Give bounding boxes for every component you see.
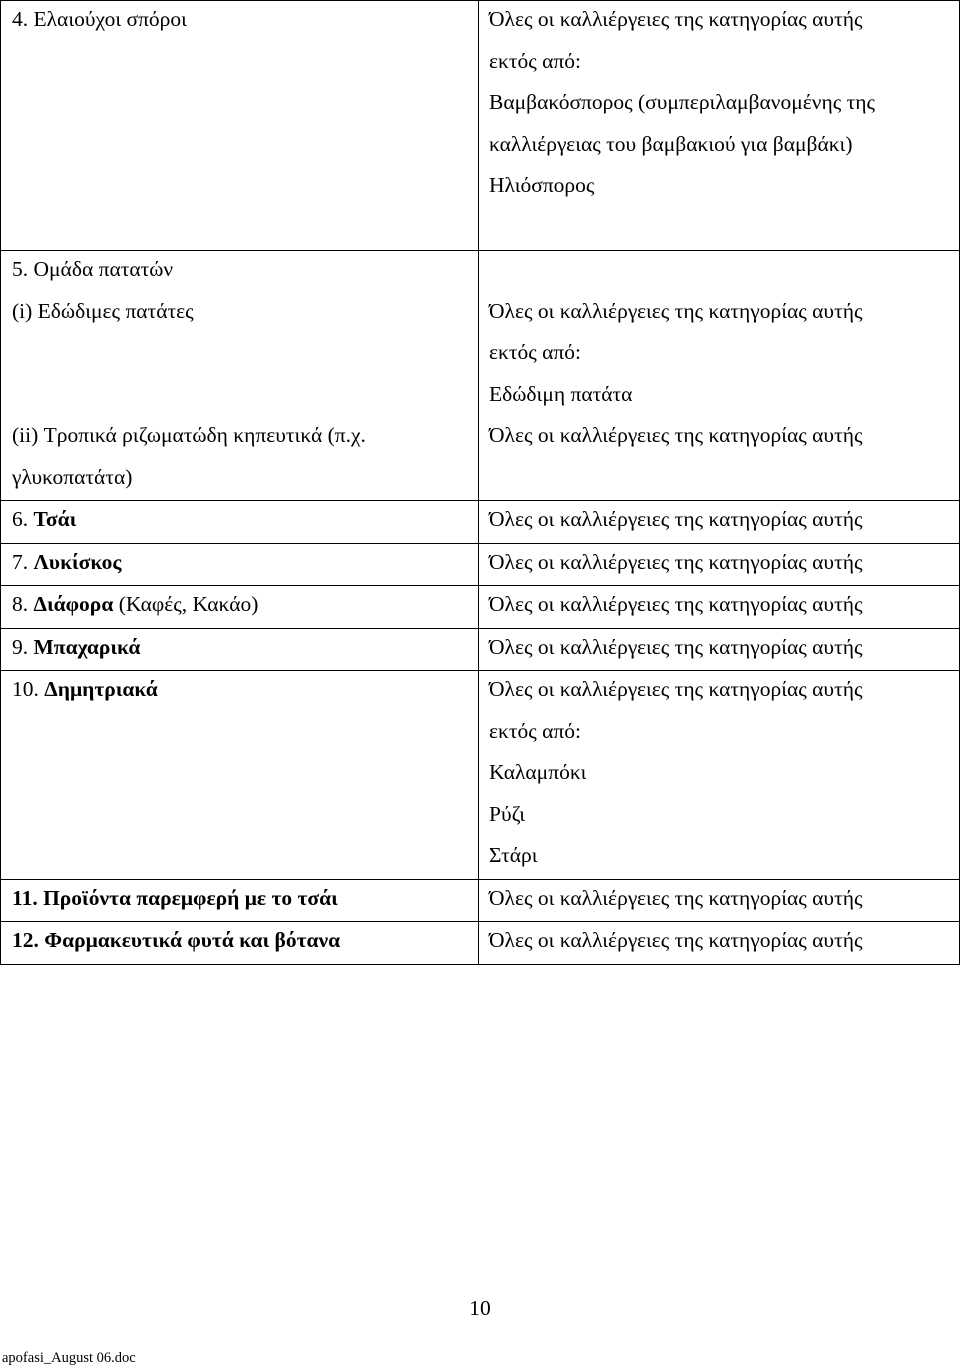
document-filename-footer: apofasi_August 06.doc bbox=[2, 1350, 136, 1366]
table-row bbox=[1, 671, 960, 880]
description-line: καλλιέργειας του βαμβακιού για βαμβάκι) bbox=[489, 131, 853, 156]
description-line: Βαμβακόσπορος (συμπεριλαμβανομένης της bbox=[489, 90, 876, 114]
table-row bbox=[1, 501, 960, 544]
description-line: Όλες οι καλλιέργειες της κατηγορίας αυτής bbox=[489, 298, 863, 323]
description-line: Στάρι bbox=[489, 843, 538, 867]
table-row bbox=[1, 543, 960, 586]
category-cell bbox=[1, 879, 479, 922]
category-number: 12. bbox=[12, 928, 39, 952]
description-line: Όλες οι καλλιέργειες της κατηγορίας αυτής bbox=[489, 423, 863, 447]
description-line: Όλες οι καλλιέργειες της κατηγορίας αυτής bbox=[489, 7, 863, 31]
description-cell bbox=[479, 671, 960, 880]
description-cell bbox=[479, 1, 960, 251]
table-row bbox=[1, 879, 960, 922]
category-cell bbox=[1, 501, 479, 544]
description-cell bbox=[479, 586, 960, 629]
category-cell bbox=[1, 1, 479, 251]
description-line: εκτός από: bbox=[489, 718, 581, 743]
category-line bbox=[1, 376, 478, 418]
description-cell bbox=[479, 501, 960, 544]
category-number: 9. bbox=[12, 634, 29, 659]
description-line: εκτός από: bbox=[489, 48, 581, 73]
category-cell bbox=[1, 671, 479, 880]
description-line: Όλες οι καλλιέργειες της κατηγορίας αυτής bbox=[489, 507, 863, 531]
description-line: εκτός από: bbox=[489, 340, 581, 364]
category-line: (ii) Τροπικά ριζωματώδη κηπευτικά (π.χ. bbox=[12, 423, 366, 447]
category-cell bbox=[1, 543, 479, 586]
description-line: Όλες οι καλλιέργειες της κατηγορίας αυτής bbox=[489, 928, 863, 952]
table-row bbox=[1, 251, 960, 501]
category-name: Διάφορα bbox=[33, 592, 114, 616]
description-cell bbox=[479, 922, 960, 965]
table-row bbox=[1, 1, 960, 251]
category-number: 7. bbox=[12, 549, 29, 574]
category-name: Προϊόντα παρεμφερή με το τσάι bbox=[43, 885, 338, 910]
description-cell bbox=[479, 543, 960, 586]
category-line: (i) Εδώδιμες πατάτες bbox=[12, 298, 194, 323]
category-name: Τσάι bbox=[33, 507, 77, 531]
description-line: Εδώδιμη πατάτα bbox=[489, 381, 633, 406]
table-row bbox=[1, 586, 960, 629]
category-number: 10. bbox=[12, 677, 39, 701]
category-name: Ελαιούχοι σπόροι bbox=[33, 7, 187, 31]
description-line: Όλες οι καλλιέργειες της κατηγορίας αυτής bbox=[489, 549, 863, 574]
category-detail: (Καφές, Κακάο) bbox=[113, 592, 259, 616]
category-cell bbox=[1, 586, 479, 629]
category-cell bbox=[1, 628, 479, 671]
category-name: Λυκίσκος bbox=[33, 549, 122, 574]
description-line: Όλες οι καλλιέργειες της κατηγορίας αυτής bbox=[489, 592, 863, 616]
description-line bbox=[479, 251, 959, 293]
category-name: Μπαχαρικά bbox=[33, 634, 141, 659]
page-number: 10 bbox=[469, 1296, 491, 1320]
description-line: Ρύζι bbox=[489, 801, 526, 826]
description-cell bbox=[479, 879, 960, 922]
category-number: 11. bbox=[12, 885, 38, 910]
category-number: 4. bbox=[12, 7, 29, 31]
category-name: Δημητριακά bbox=[44, 677, 158, 701]
category-cell bbox=[1, 922, 479, 965]
category-number: 6. bbox=[12, 507, 29, 531]
table-row bbox=[1, 922, 960, 965]
category-cell bbox=[1, 251, 479, 501]
category-line: 5. Ομάδα πατατών bbox=[12, 257, 174, 281]
table-row bbox=[1, 628, 960, 671]
category-name: Φαρμακευτικά φυτά και βότανα bbox=[44, 928, 341, 952]
description-line: Όλες οι καλλιέργειες της κατηγορίας αυτής bbox=[489, 677, 863, 701]
category-line bbox=[1, 334, 478, 376]
description-line: Όλες οι καλλιέργειες της κατηγορίας αυτής bbox=[489, 885, 863, 910]
description-line: Ηλιόσπορος bbox=[489, 173, 595, 197]
category-line: γλυκοπατάτα) bbox=[12, 464, 133, 489]
description-cell bbox=[479, 628, 960, 671]
description-line: Όλες οι καλλιέργειες της κατηγορίας αυτής bbox=[489, 634, 863, 659]
category-number: 8. bbox=[12, 592, 29, 616]
description-cell bbox=[479, 251, 960, 501]
description-line: Καλαμπόκι bbox=[489, 760, 587, 784]
